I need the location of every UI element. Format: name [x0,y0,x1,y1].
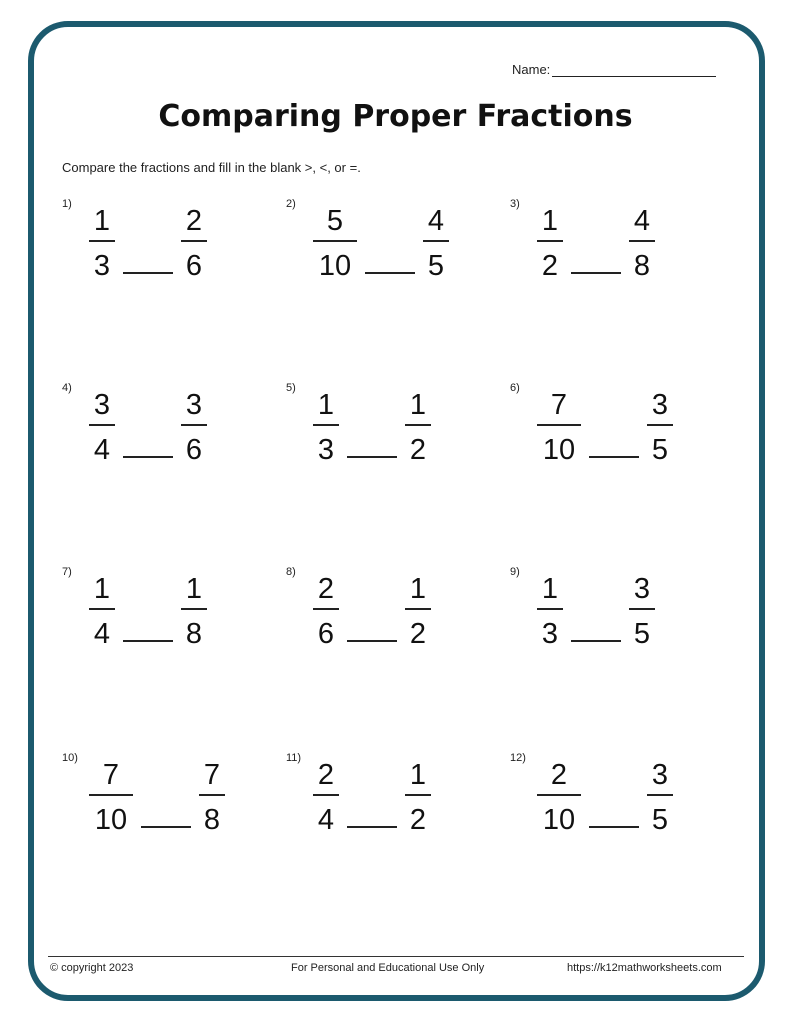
numerator: 5 [326,205,344,237]
denominator: 4 [93,618,111,650]
left-fraction [89,386,115,474]
problem-item [286,198,486,298]
left-fraction [537,386,581,474]
problem-item [286,752,486,852]
left-fraction [89,570,115,658]
numerator: 1 [93,205,111,237]
right-fraction [199,756,225,844]
numerator: 7 [102,759,120,791]
problem-item [510,382,710,482]
answer-blank[interactable] [123,272,173,274]
problem-number: 5) [286,382,296,394]
problem-number: 8) [286,566,296,578]
denominator: 3 [541,618,559,650]
left-fraction [537,570,563,658]
numerator: 1 [409,573,427,605]
right-fraction [405,756,431,844]
denominator: 6 [317,618,335,650]
footer-usage: For Personal and Educational Use Only [291,962,485,974]
problem-number: 4) [62,382,72,394]
instructions: Compare the fractions and fill in the blank >, <, or =. [62,160,361,175]
problem-number: 3) [510,198,520,210]
right-fraction [423,202,449,290]
numerator: 3 [651,389,669,421]
numerator: 3 [185,389,203,421]
problem-number: 6) [510,382,520,394]
right-fraction [405,386,431,474]
denominator: 3 [317,434,335,466]
denominator: 8 [185,618,203,650]
numerator: 7 [203,759,221,791]
problem-number: 11) [286,752,302,764]
page-title: Comparing Proper Fractions [158,99,633,134]
footer-url[interactable]: https://k12mathworksheets.com [567,962,722,974]
numerator: 2 [185,205,203,237]
denominator: 2 [409,434,427,466]
answer-blank[interactable] [589,826,639,828]
numerator: 3 [651,759,669,791]
numerator: 2 [317,759,335,791]
denominator: 6 [185,250,203,282]
problem-item [286,566,486,666]
numerator: 2 [317,573,335,605]
problem-item [62,566,262,666]
numerator: 1 [541,573,559,605]
denominator: 2 [409,804,427,836]
numerator: 4 [427,205,445,237]
denominator: 8 [203,804,221,836]
problem-item [62,752,262,852]
numerator: 1 [409,389,427,421]
name-field[interactable] [512,62,716,77]
name-label: Name: [512,62,551,77]
right-fraction [629,202,655,290]
right-fraction [181,202,207,290]
numerator: 1 [541,205,559,237]
right-fraction [629,570,655,658]
denominator: 5 [651,804,669,836]
left-fraction [89,202,115,290]
problem-number: 2) [286,198,296,210]
answer-blank[interactable] [365,272,415,274]
right-fraction [647,386,673,474]
answer-blank[interactable] [571,272,621,274]
name-blank-line[interactable] [552,63,716,77]
left-fraction [537,202,563,290]
answer-blank[interactable] [123,456,173,458]
problem-item [62,198,262,298]
denominator: 10 [318,250,352,282]
problem-number: 12) [510,752,526,764]
denominator: 2 [409,618,427,650]
denominator: 5 [427,250,445,282]
denominator: 10 [542,434,576,466]
right-fraction [405,570,431,658]
problem-number: 9) [510,566,520,578]
numerator: 3 [93,389,111,421]
denominator: 6 [185,434,203,466]
left-fraction [313,202,357,290]
right-fraction [181,570,207,658]
footer-copyright: © copyright 2023 [50,962,134,974]
answer-blank[interactable] [347,826,397,828]
problem-number: 10) [62,752,78,764]
footer-divider [48,956,744,957]
denominator: 2 [541,250,559,282]
problem-number: 7) [62,566,72,578]
answer-blank[interactable] [347,640,397,642]
right-fraction [647,756,673,844]
problem-item [62,382,262,482]
problem-item [510,752,710,852]
numerator: 1 [185,573,203,605]
numerator: 4 [633,205,651,237]
denominator: 4 [93,434,111,466]
denominator: 5 [633,618,651,650]
numerator: 1 [93,573,111,605]
numerator: 3 [633,573,651,605]
answer-blank[interactable] [571,640,621,642]
denominator: 3 [93,250,111,282]
answer-blank[interactable] [123,640,173,642]
denominator: 10 [94,804,128,836]
problem-item [286,382,486,482]
right-fraction [181,386,207,474]
left-fraction [313,570,339,658]
denominator: 4 [317,804,335,836]
left-fraction [313,386,339,474]
numerator: 7 [550,389,568,421]
numerator: 1 [409,759,427,791]
left-fraction [537,756,581,844]
numerator: 2 [550,759,568,791]
denominator: 8 [633,250,651,282]
answer-blank[interactable] [141,826,191,828]
problem-item [510,566,710,666]
problem-number: 1) [62,198,72,210]
left-fraction [89,756,133,844]
denominator: 5 [651,434,669,466]
denominator: 10 [542,804,576,836]
numerator: 1 [317,389,335,421]
left-fraction [313,756,339,844]
problem-item [510,198,710,298]
answer-blank[interactable] [589,456,639,458]
answer-blank[interactable] [347,456,397,458]
